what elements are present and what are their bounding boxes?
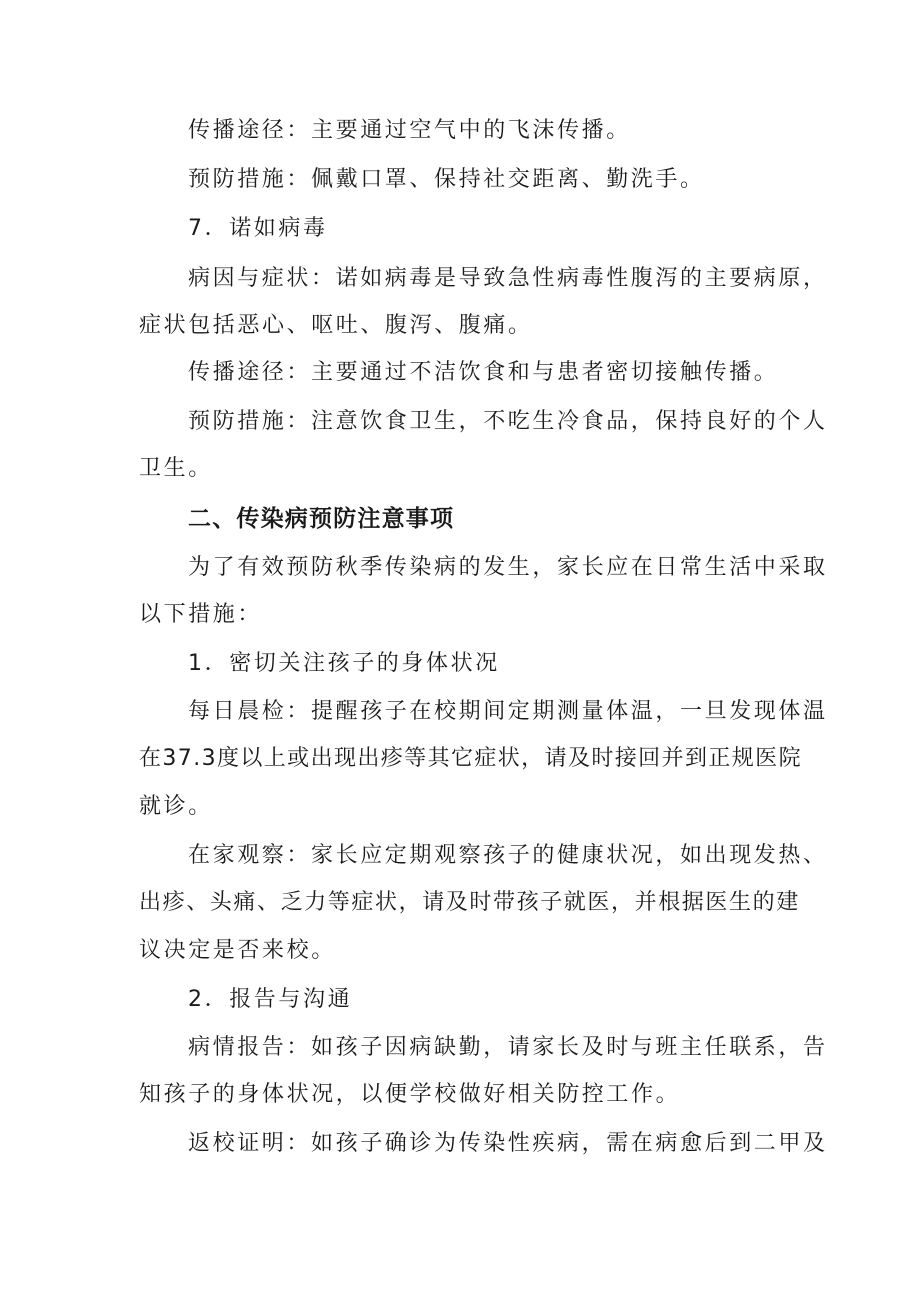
list-item-heading: 2．报告与沟通 xyxy=(188,987,353,1012)
paragraph-line: 就诊。 xyxy=(139,794,213,819)
list-item-heading: 7．诺如病毒 xyxy=(188,216,328,241)
paragraph-line: 在37.3度以上或出现出疹等其它症状，请及时接回并到正规医院 xyxy=(139,746,802,771)
paragraph-line: 知孩子的身体状况，以便学校做好相关防控工作。 xyxy=(139,1082,681,1107)
paragraph-line: 预防措施：注意饮食卫生，不吃生冷食品，保持良好的个人 xyxy=(188,409,828,434)
paragraph-line: 预防措施：佩戴口罩、保持社交距离、勤洗手。 xyxy=(188,167,705,192)
paragraph-line: 传播途径：主要通过空气中的飞沫传播。 xyxy=(188,118,631,143)
paragraph-line: 病因与症状：诺如病毒是导致急性病毒性腹泻的主要病原， xyxy=(188,266,828,291)
paragraph-line: 传播途径：主要通过不洁饮食和与患者密切接触传播。 xyxy=(188,360,779,385)
paragraph-line: 为了有效预防秋季传染病的发生，家长应在日常生活中采取 xyxy=(188,555,828,580)
list-item-heading: 1．密切关注孩子的身体状况 xyxy=(188,651,500,676)
paragraph-line: 症状包括恶心、呕吐、腹泻、腹痛。 xyxy=(139,313,533,338)
paragraph-line: 以下措施： xyxy=(139,602,263,627)
paragraph-line: 在家观察：家长应定期观察孩子的健康状况，如出现发热、 xyxy=(188,843,828,868)
paragraph-line: 卫生。 xyxy=(139,456,213,481)
paragraph-line: 议决定是否来校。 xyxy=(139,938,336,963)
paragraph-line: 病情报告：如孩子因病缺勤，请家长及时与班主任联系，告 xyxy=(188,1035,828,1060)
section-heading: 二、传染病预防注意事项 xyxy=(188,506,455,532)
paragraph-line: 出疹、头痛、乏力等症状，请及时带孩子就医，并根据医生的建 xyxy=(139,890,800,915)
paragraph-line: 返校证明：如孩子确诊为传染性疾病，需在病愈后到二甲及 xyxy=(188,1131,828,1156)
paragraph-line: 每日晨检：提醒孩子在校期间定期测量体温，一旦发现体温 xyxy=(188,699,828,724)
